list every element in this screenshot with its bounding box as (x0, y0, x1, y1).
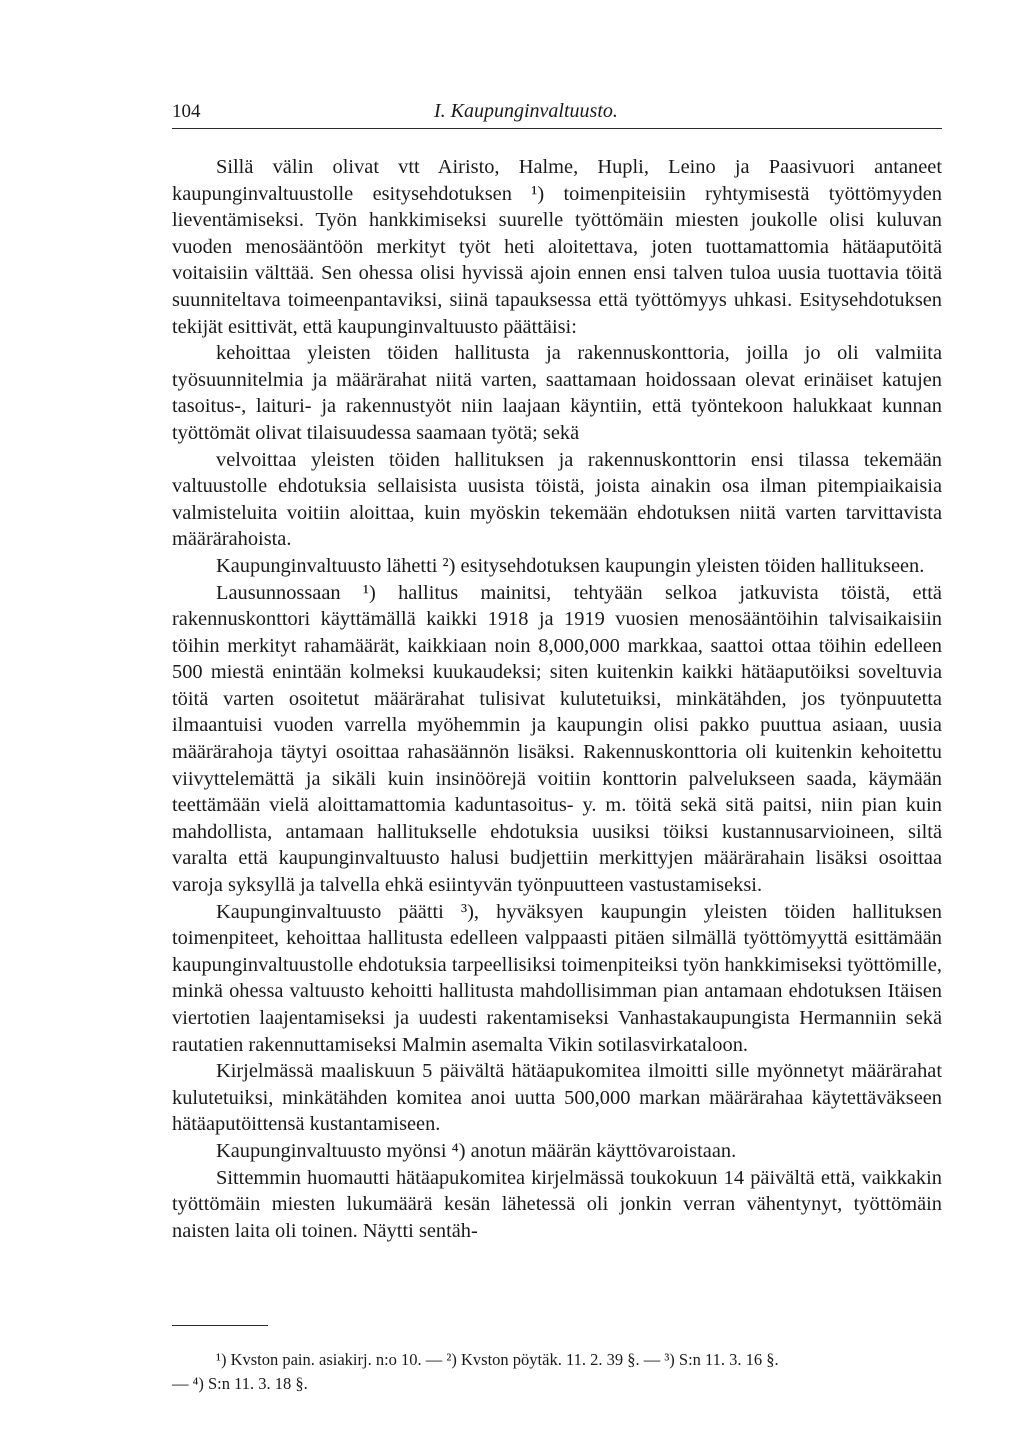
paragraph: Lausunnossaan ¹) hallitus mainitsi, tehtyään selkoa jatkuvista töistä, että rakennuskonttori käyttämällä kaikki 1918 ja 1919 vuosien menosääntöihin talvisaikaisiin töihin merkityt rahamäärät, kaikkiaan noin 8,000,000 markkaa, saattoi ottaa töihin edelleen 500 miestä enintään kolmeksi kuukaudeksi; siten kuitenkin kaikki hätäaputöiksi soveltuvia töitä varten osoitetut määrärahat tulisivat kulutetuiksi, minkätähden, jos työnpuutetta ilmaantuisi vuoden varrella myöhemmin ja kaupungin olisi pakko puuttua asiaan, uusia määrärahoja täytyi osoittaa rahasäännön lisäksi. Rakennuskonttoria oli kuitenkin kehoitettu viivyttelemättä ja sikäli kuin insinöörejä voitiin konttorin palvelukseen saada, käymään teettämään vielä aloittamattomia kaduntasoitus- y. m. töitä sekä sitä paitsi, niin pian kuin mahdollista, antamaan hallitukselle ehdotuksia uusiksi töiksi kustannusarvioineen, siltä varalta että kaupunginvaltuusto halusi budjettiin merkittyjen määrärahain lisäksi osoittaa varoja syksyllä ja talvella ehkä esiintyvän työnpuutteen vastustamiseksi. (172, 581, 942, 897)
footnote-line: — ⁴) S:n 11. 3. 18 §. (172, 1374, 308, 1393)
running-title: I. Kaupunginvaltuusto. (434, 100, 618, 122)
footnotes (172, 1348, 942, 1396)
footnote-divider (172, 1325, 268, 1326)
page-header (172, 98, 942, 129)
body-text (172, 154, 942, 1244)
paragraph: Sittemmin huomautti hätäapukomitea kirjelmässä toukokuun 14 päivältä että, vaikkakin työttömäin miesten lukumäärä kesän lähetessä oli jonkin verran vähentynyt, työttömäin naisten laita oli toinen. Näytti sentäh- (172, 1166, 942, 1242)
paragraph: velvoittaa yleisten töiden hallituksen ja rakennuskonttorin ensi tilassa tekemään valtuustolle ehdotuksia sellaisista uusista töistä, joista ainakin osa ilman pitempiaikaisia valmisteluita voitiin aloittaa, kuin myöskin tekemään ehdotuksen niitä varten tarvittavista määrärahoista. (172, 448, 942, 551)
paragraph: kehoittaa yleisten töiden hallitusta ja rakennuskonttoria, joilla jo oli valmiita työsuunnitelmia ja määrärahat niitä varten, saattamaan hoidossaan olevat erinäiset katujen tasoitus-, laituri- ja rakennustyöt niin laajaan käyntiin, että työntekoon halukkaat kunnan työttömät olivat tilaisuudessa saamaan työtä; sekä (172, 342, 942, 444)
paragraph: Kirjelmässä maaliskuun 5 päivältä hätäapukomitea ilmoitti sille myönnetyt määrärahat kulutetuiksi, minkätähden komitea anoi uutta 500,000 markan määrärahaa käytettäväkseen hätäaputöittensä kustantamiseen. (172, 1060, 942, 1136)
paragraph: Kaupunginvaltuusto päätti ³), hyväksyen kaupungin yleisten töiden hallituksen toimenpiteet, kehoittaa hallitusta edelleen valppaasti pitäen silmällä työttömyyttä esittämään kaupunginvaltuustolle ehdotuksia tarpeellisiksi toimenpiteiksi työn hankkimiseksi työttömille, minkä ohessa valtuusto kehoitti hallitusta mahdollisimman pian antamaan ehdotuksen Itäisen viertotien laajentamiseksi ja uudesti rakentamiseksi Vanhastakaupungista Hermanniin sekä rautatien rakennuttamiseksi Malmin asemalta Vikin sotilasvirkataloon. (172, 900, 942, 1056)
footnote-line: ¹) Kvston pain. asiakirj. n:o 10. — ²) Kvston pöytäk. 11. 2. 39 §. — ³) S:n 11. 3. 16 §. (216, 1350, 779, 1369)
paragraph: Kaupunginvaltuusto myönsi ⁴) anotun määrän käyttövaroistaan. (216, 1139, 737, 1162)
page-number: 104 (172, 101, 201, 122)
paragraph: Sillä välin olivat vtt Airisto, Halme, Hupli, Leino ja Paasivuori antaneet kaupunginvaltuustolle esitysehdotuksen ¹) toimenpiteisiin ryhtymisestä työttömyyden lieventämiseksi. Työn hankkimiseksi suurelle työttömäin miesten joukolle olisi kuluvan vuoden menosääntöön merkityt työt heti aloitettava, joten tuottamattomia hätäaputöitä voitaisiin välttää. Sen ohessa olisi hyvissä ajoin ennen ensi talven tuloa uusia tuottavia töitä suunniteltava toimeenpantaviksi, siinä tapauksessa että työttömyys uhkasi. Esitysehdotuksen tekijät esittivät, että kaupunginvaltuusto päättäisi: (172, 156, 942, 338)
paragraph: Kaupunginvaltuusto lähetti ²) esitysehdotuksen kaupungin yleisten töiden hallitukseen. (216, 554, 925, 577)
